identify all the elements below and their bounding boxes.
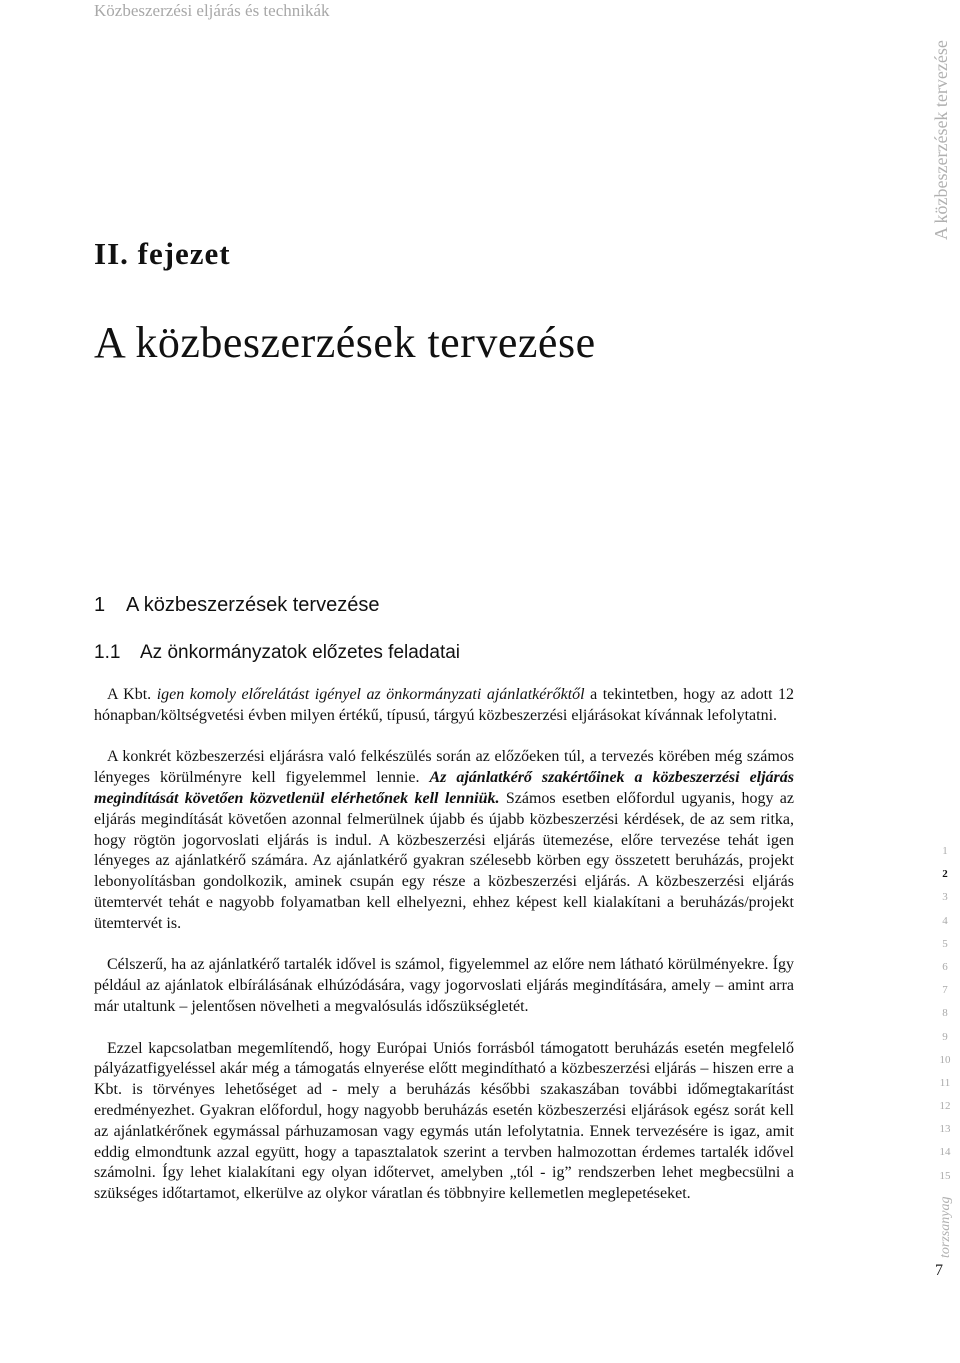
subsection-title: Az önkormányzatok előzetes feladatai — [140, 642, 461, 663]
chapter-label: II. fejezet — [94, 236, 231, 271]
paragraph-1-intro: A Kbt. — [107, 686, 157, 703]
chapter-index-item: 12 — [939, 1100, 951, 1113]
chapter-index-item: 2 — [942, 868, 948, 881]
paragraph-2-intro: A konkrét közbeszerzési eljárásra való felkészülés során az előzőeken túl, a tervezés körében még számos lényeges körülményre kell figyelemmel lennie. — [94, 748, 794, 787]
chapter-index-item: 8 — [942, 1007, 948, 1020]
paragraph-2 — [94, 747, 794, 934]
page-number: 7 — [935, 1262, 943, 1279]
chapter-index-item: 7 — [942, 984, 948, 997]
paragraph-2-emphasis: Az ajánlatkérő szakértőinek a közbeszerzési eljárás megindítását követően közvetlenül elérhetőnek kell lenniük. — [94, 769, 795, 807]
side-brand: torzsanyag — [938, 1196, 953, 1258]
chapter-index-item: 14 — [939, 1146, 951, 1159]
side-running-title: A közbeszerzések tervezése — [931, 40, 951, 240]
chapter-index-item: 11 — [939, 1076, 951, 1089]
paragraph-4: Ezzel kapcsolatban megemlítendő, hogy Európai Uniós forrásból támogatott beruházás esetén megfelelő pályázatfigyeléssel akár még a támogatás elnyerése előtt megindítható a közbeszerzési eljárás – hiszen erre a Kbt. is törvényes lehetőséget ad - mely a beruházás későbbi szakaszában további időmegtakarítást eredményezhet. Gyakran előfordul, hogy nagyobb beruházás esetén közbeszerzési eljárások egész sorát kell az ajánlatkérőnek egymással párhuzamosan vagy egymás után lefolytatnia. Ennek tervezésére is igaz, amit eddig elmondtunk azzal együtt, hogy a tapasztalatok szerint a tervben halmozottan érdemes tartalék idővel számolni. Így lehet kialakítani egy olyan időtervet, amelyben „tól - ig” rendszerben lehet megbecsülni a szükséges időtartamot, elkerülve az olykor váratlan és többnyire kellemetlen meglepetéseket. — [94, 1039, 794, 1203]
paragraph-3: Célszerű, ha az ajánlatkérő tartalék idővel is számol, figyelemmel az előre nem látható körülményekre. Így például az ajánlatok elbírálásának elhúzódására, vagy jogorvoslati eljárás megindítására, amely – amint arra már utaltunk – jelentősen növelheti a megvalósulás időszükségletét. — [94, 956, 794, 1015]
chapter-index-item: 3 — [942, 891, 948, 904]
paragraph-1 — [94, 685, 794, 727]
chapter-index-item: 10 — [939, 1053, 951, 1066]
paragraph-1-rest: a tekintetben, hogy az adott 12 hónapban/költségvetési évben milyen értékű, típusú, tárgyú közbeszerzési eljárásokat kívánnak lefolytatni. — [94, 686, 795, 724]
paragraph-2-rest: Számos esetben előfordul ugyanis, hogy az eljárás megindítását követően azonnal felmerülnek újabb és újabb közbeszerzési kérdések, de az sem ritka, hogy rögtön jogorvoslati eljárás is indul. A közbeszerzési eljárás ütemezése, előre tervezése tehát igen lényeges az ajánlatkérő számára. Az ajánlatkérő gyakran szélesebb körben egy összetett beruházás, projekt lebonyolításban gondolkozik, aminek csupán egy része a közbeszerzési eljárás. A közbeszerzési eljárás ütemtervét tehát e nagyobb folyamatban kell elhelyezni, ehhez képest kell kialakítani a beruházás/projekt ütemtervét is. — [94, 789, 795, 932]
subsection-number: 1.1 — [94, 642, 121, 663]
section-heading-1-1 — [94, 642, 460, 664]
running-header: Közbeszerzési eljárás és technikák — [94, 1, 330, 20]
chapter-index-item: 6 — [942, 960, 948, 973]
section-heading-1 — [94, 594, 379, 617]
paragraph-1-emphasis: igen komoly előrelátást igényel az önkormányzati ajánlatkérőktől — [156, 686, 585, 703]
chapter-index-item: 9 — [942, 1030, 948, 1043]
chapter-title: A közbeszerzések tervezése — [94, 318, 596, 367]
body-text — [94, 685, 794, 1226]
chapter-index-item: 5 — [942, 937, 948, 950]
chapter-index-item: 15 — [939, 1169, 951, 1182]
section-number: 1 — [94, 594, 106, 616]
chapter-index-item: 4 — [942, 914, 948, 927]
chapter-index-item: 13 — [939, 1123, 951, 1136]
section-title: A közbeszerzések tervezése — [126, 594, 380, 616]
chapter-index — [932, 840, 958, 1188]
chapter-index-item: 1 — [942, 845, 948, 857]
